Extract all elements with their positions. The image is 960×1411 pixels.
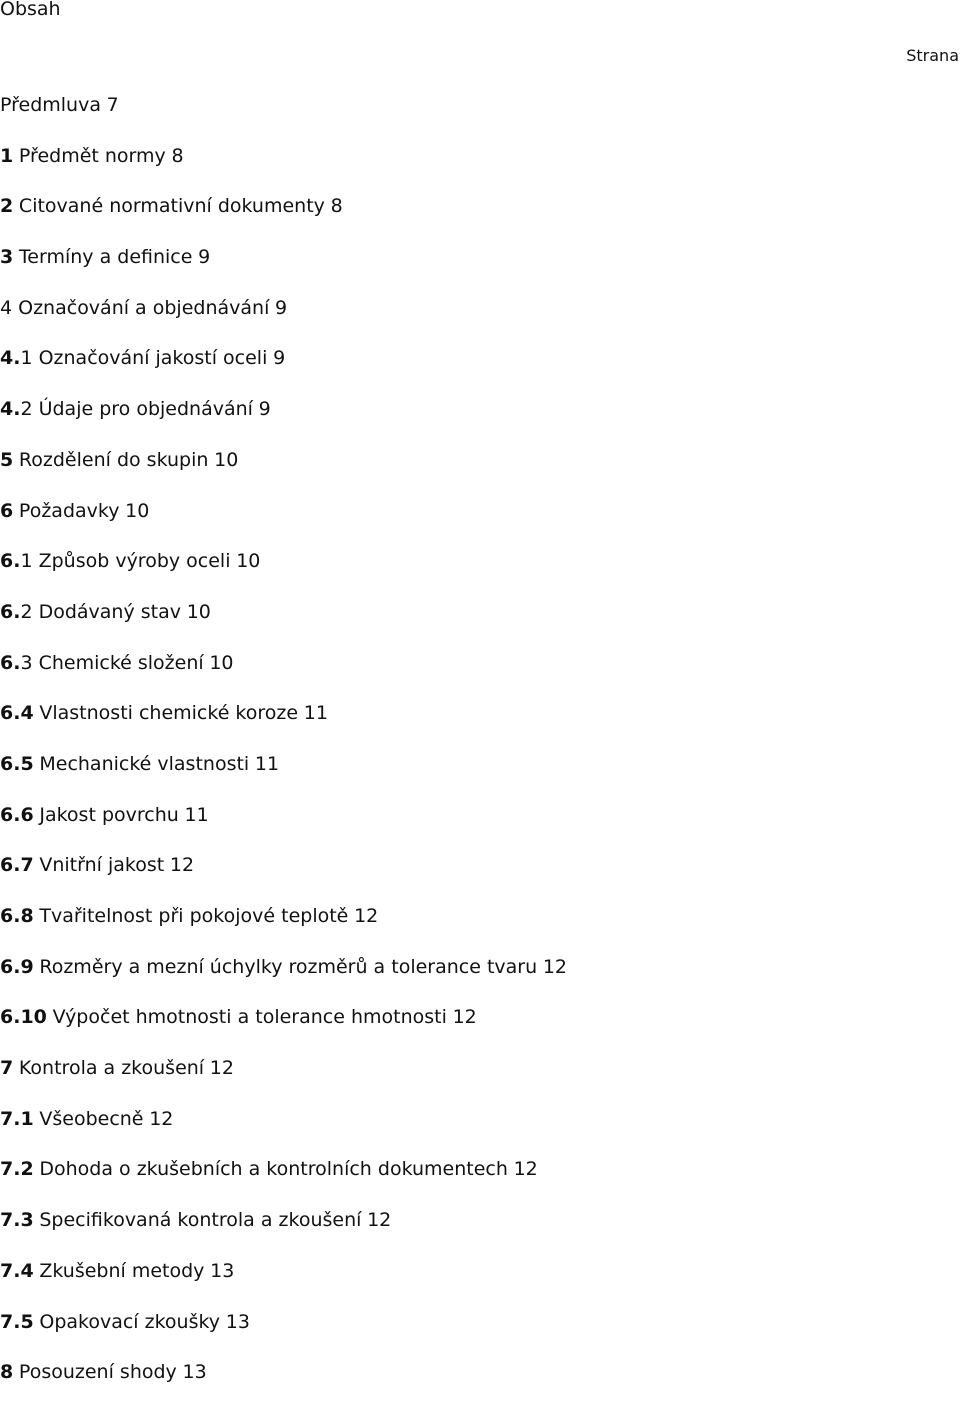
toc-entry-number: 1 [0, 144, 14, 167]
toc-entry-title: Specifikovaná kontrola a zkoušení [39, 1209, 362, 1232]
toc-entry-number: 6.10 [0, 1006, 47, 1029]
toc-entry-title: Dohoda o zkušebních a kontrolních dokumentech [39, 1158, 508, 1181]
toc-entry-number: 6.6 [0, 803, 34, 826]
toc-entry-page: 12 [209, 1057, 234, 1080]
toc-entry-title: Předmět normy [18, 144, 166, 167]
toc-entry-title: Citované normativní dokumenty [18, 195, 325, 218]
toc-entry-page: 13 [182, 1361, 207, 1384]
toc-entry-number: 6 [0, 499, 14, 522]
toc-entry-number: 6.9 [0, 955, 34, 978]
toc-entry[interactable] [0, 1005, 567, 1056]
toc-entry-number: 5 [0, 448, 14, 471]
toc-entry-title: Mechanické vlastnosti [39, 752, 250, 775]
toc-entry-number: 3 [0, 246, 14, 269]
toc-entry[interactable] [0, 346, 567, 397]
toc-entry-title: Jakost povrchu [39, 803, 179, 826]
toc-entry[interactable] [0, 194, 567, 245]
toc-entry[interactable] [0, 651, 567, 702]
toc-entry-title: Rozdělení do skupin [18, 448, 209, 471]
toc-title: Obsah [0, 0, 61, 20]
toc-entry-title: Kontrola a zkoušení [18, 1057, 205, 1080]
toc-entry[interactable] [0, 549, 567, 600]
toc-entry[interactable] [0, 600, 567, 651]
toc-entry[interactable] [0, 803, 567, 854]
toc-entry[interactable] [0, 93, 567, 144]
toc-entry-page: 12 [513, 1158, 538, 1181]
toc-entry-page: 9 [275, 296, 288, 319]
toc-entry-page: 12 [354, 905, 379, 927]
toc-entry-title: Opakovací zkoušky [39, 1310, 221, 1333]
toc-entry-title: Tvařitelnost při pokojové teplotě [39, 905, 349, 927]
toc-entry-number: 8 [0, 1361, 14, 1384]
toc-entry-page: 10 [236, 550, 261, 573]
toc-entry-number: 7.4 [0, 1259, 34, 1282]
toc-entry-title: 4 Označování a objednávání [0, 296, 270, 319]
toc-entry-title: Vnitřní jakost [39, 854, 165, 877]
toc-entry-page: 11 [303, 702, 328, 725]
toc-entry-number: 4. [0, 347, 21, 370]
toc-entry-title: 2 Dodávaný stav [20, 600, 181, 623]
toc-entry-title: 1 Způsob výroby oceli [20, 550, 231, 573]
toc-entry[interactable] [0, 1208, 567, 1259]
toc-entry-page: 7 [106, 94, 119, 116]
toc-entry-title: 2 Údaje pro objednávání [20, 398, 253, 421]
toc-entry-title: Rozměry a mezní úchylky rozměrů a tolerance tvaru [39, 955, 538, 978]
toc-entry-page: 10 [125, 499, 150, 522]
toc-entry[interactable] [0, 752, 567, 803]
toc-entry-title: 3 Chemické složení [20, 651, 204, 674]
toc-entry-number: 6.5 [0, 752, 34, 775]
toc-entry[interactable] [0, 245, 567, 296]
toc-entry-page: 12 [542, 955, 568, 978]
toc-entry[interactable] [0, 1157, 567, 1208]
toc-entry-title: 1 Označování jakostí oceli [20, 347, 268, 370]
toc-entry-number: 7.1 [0, 1107, 34, 1130]
toc-entry-page: 10 [186, 600, 211, 623]
toc-entry[interactable] [0, 448, 567, 499]
toc-entry[interactable] [0, 955, 567, 1006]
toc-entry-page: 12 [169, 854, 195, 877]
toc-entry-title: Vlastnosti chemické koroze [39, 702, 299, 725]
toc-entry-page: 10 [209, 651, 234, 674]
toc-entry[interactable] [0, 904, 567, 955]
toc-entry-number: 7.5 [0, 1310, 34, 1333]
toc-list [0, 93, 567, 1411]
toc-entry[interactable] [0, 397, 567, 448]
toc-entry-page: 10 [214, 448, 239, 471]
toc-entry-number: 4. [0, 398, 21, 421]
toc-entry-title: Termíny a definice [18, 246, 193, 269]
toc-entry-page: 12 [367, 1209, 392, 1232]
toc-entry[interactable] [0, 701, 567, 752]
toc-entry-page: 8 [171, 144, 184, 167]
toc-entry[interactable] [0, 1107, 567, 1158]
toc-entry-page: 11 [254, 752, 280, 775]
toc-entry-number: 6. [0, 651, 21, 674]
toc-entry[interactable] [0, 1056, 567, 1107]
toc-entry[interactable] [0, 296, 567, 347]
toc-entry-number: 6.7 [0, 854, 34, 877]
toc-entry-title: Výpočet hmotnosti a tolerance hmotnosti [52, 1006, 447, 1029]
toc-entry-number: 6. [0, 600, 21, 623]
toc-entry-title: Předmluva [0, 94, 101, 116]
toc-entry-page: 8 [330, 195, 343, 218]
toc-entry-title: Zkušební metody [39, 1259, 205, 1282]
toc-entry-title: Požadavky [18, 499, 120, 522]
toc-entry-page: 9 [258, 398, 271, 421]
toc-entry-page: 11 [184, 803, 209, 826]
toc-entry-number: 2 [0, 195, 14, 218]
toc-entry-number: 7.2 [0, 1158, 34, 1181]
toc-entry[interactable] [0, 1310, 567, 1361]
toc-entry-number: 6. [0, 550, 21, 573]
toc-entry-number: 6.8 [0, 905, 34, 927]
toc-entry-number: 7 [0, 1057, 14, 1080]
toc-entry[interactable] [0, 853, 567, 904]
toc-entry-page: 13 [225, 1310, 250, 1333]
toc-entry[interactable] [0, 1259, 567, 1310]
toc-entry-page: 12 [452, 1006, 477, 1029]
toc-entry-page: 9 [198, 246, 211, 269]
toc-entry-number: 6.4 [0, 702, 34, 725]
toc-entry[interactable] [0, 499, 567, 550]
toc-entry-number: 7.3 [0, 1209, 34, 1232]
toc-entry-page: 13 [210, 1259, 235, 1282]
toc-entry-page: 12 [149, 1107, 174, 1130]
toc-entry[interactable] [0, 144, 567, 195]
toc-entry-title: Posouzení shody [18, 1361, 177, 1384]
toc-entry-page: 9 [273, 347, 286, 370]
page-column-header: Strana [906, 46, 959, 65]
toc-entry-title: Všeobecně [39, 1107, 144, 1130]
